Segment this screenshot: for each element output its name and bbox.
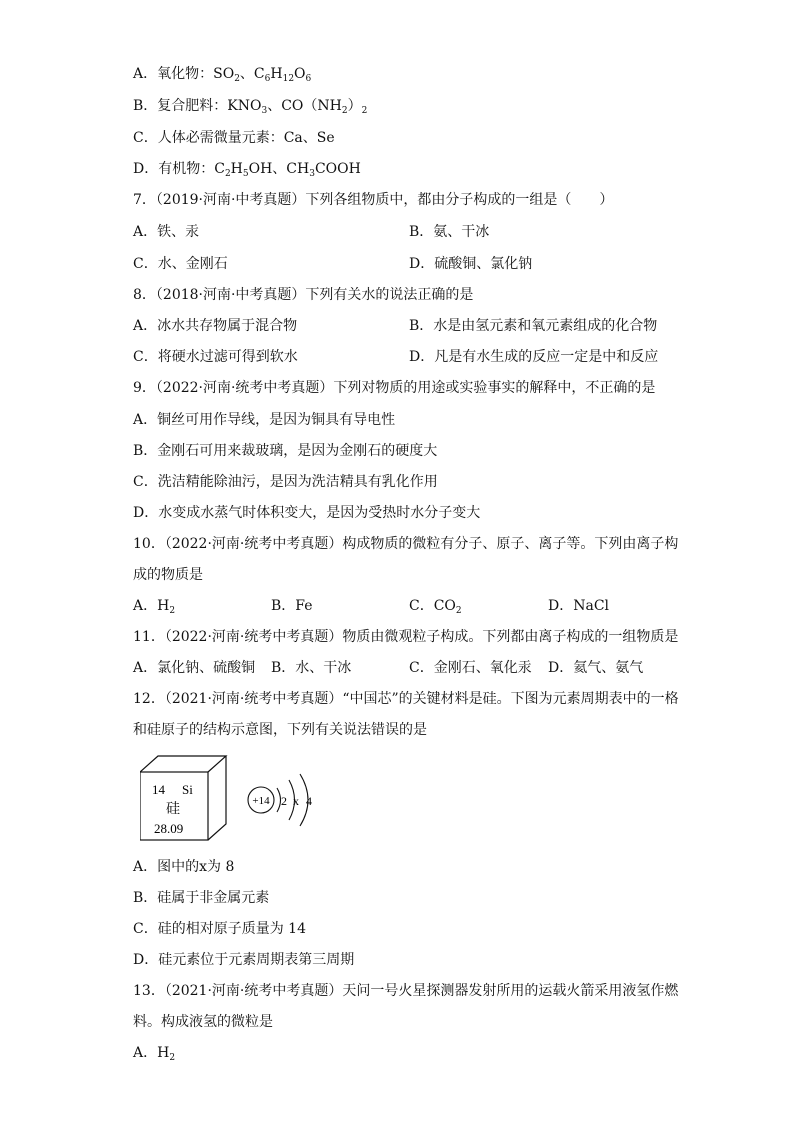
q12-option-d: D．硅元素位于元素周期表第三周期	[133, 952, 355, 968]
q6-option-d: D．有机物：$C_2H_5OH$、$CH_3COOH$	[133, 161, 361, 179]
silicon-figure	[140, 752, 330, 847]
q8-option-d: D．凡是有水生成的反应一定是中和反应	[409, 349, 659, 365]
q7-option-d: D．硫酸铜、氯化钠	[409, 256, 533, 272]
q9-stem: 9．（2022·河南·统考中考真题）下列对物质的用途或实验事实的解释中，不正确的是	[133, 380, 656, 396]
q13-stem-line2: 料。构成液氢的微粒是	[133, 1014, 273, 1030]
q8-stem: 8．（2018·河南·中考真题）下列有关水的说法正确的是	[133, 287, 474, 303]
q9-option-c: C．洗洁精能除油污，是因为洗洁精具有乳化作用	[133, 474, 438, 490]
q12-option-a: A．图中的x为 8	[133, 859, 235, 875]
q10-stem-line2: 成的物质是	[133, 567, 203, 583]
cube-side-face	[208, 756, 226, 840]
q11-option-b: B．水、干冰	[271, 660, 352, 676]
electron-shell-arc-1	[277, 788, 281, 812]
q6-option-b: B．复合肥料：$KNO_3$、$CO(NH_2)_2$	[133, 98, 368, 116]
q7-option-c: C．水、金刚石	[133, 256, 228, 272]
shell-1-count: 2	[281, 794, 287, 808]
q12-option-c: C．硅的相对原子质量为 14	[133, 921, 306, 937]
q9-option-a: A．铜丝可用作导线，是因为铜具有导电性	[133, 412, 396, 428]
q12-stem-line1: 12．（2021·河南·统考中考真题）“中国芯”的关键材料是硅。下图为元素周期表中的一格	[133, 691, 679, 707]
q6-option-a: A．氧化物：$SO_2$、$C_6H_{12}O_6$	[133, 66, 312, 84]
q12-stem-line2: 和硅原子的结构示意图，下列有关说法错误的是	[133, 722, 427, 738]
q10-option-b: B．Fe	[271, 598, 313, 614]
q9-option-b: B．金刚石可用来裁玻璃，是因为金刚石的硬度大	[133, 443, 438, 459]
q8-option-a: A．冰水共存物属于混合物	[133, 318, 298, 334]
q8-option-b: B．水是由氢元素和氧元素组成的化合物	[409, 318, 658, 334]
q8-option-c: C．将硬水过滤可得到软水	[133, 349, 298, 365]
q11-option-d: D．氦气、氨气	[548, 660, 644, 676]
q6-option-c: C．人体必需微量元素：Ca、Se	[133, 130, 335, 146]
q13-option-a: A．$H_2$	[133, 1045, 176, 1063]
cube-top-face	[140, 756, 226, 772]
q10-stem-line1: 10．（2022·河南·统考中考真题）构成物质的微粒有分子、原子、离子等。下列由离子构	[133, 536, 679, 552]
q10-option-a: A．$H_2$	[133, 598, 176, 616]
q10-option-d: D．NaCl	[548, 598, 610, 614]
element-symbol: Si	[182, 782, 193, 797]
q13-stem-line1: 13．（2021·河南·统考中考真题）天问一号火星探测器发射所用的运载火箭采用液氢作燃	[133, 983, 679, 999]
q11-option-a: A．氯化钠、硫酸铜	[133, 660, 256, 676]
q11-option-c: C．金刚石、氧化汞	[409, 660, 532, 676]
q10-option-c: C．$CO_2$	[409, 598, 462, 616]
q11-stem: 11．（2022·河南·统考中考真题）物质由微观粒子构成。下列都由离子构成的一组物质是	[133, 629, 679, 645]
q7-option-b: B．氨、干冰	[409, 224, 490, 240]
silicon-figure-svg	[140, 752, 330, 847]
element-name: 硅	[166, 801, 180, 817]
shell-3-count: 4	[306, 794, 312, 808]
atomic-mass: 28.09	[154, 821, 184, 836]
q7-option-a: A．铁、汞	[133, 224, 200, 240]
q12-option-b: B．硅属于非金属元素	[133, 890, 270, 906]
shell-2-count: x	[293, 794, 299, 808]
atomic-number: 14	[152, 782, 165, 797]
q7-stem: 7．（2019·河南·中考真题）下列各组物质中，都由分子构成的一组是（ ）	[133, 192, 614, 208]
q9-option-d: D．水变成水蒸气时体积变大，是因为受热时水分子变大	[133, 505, 481, 521]
nucleus-charge: +14	[252, 795, 270, 807]
